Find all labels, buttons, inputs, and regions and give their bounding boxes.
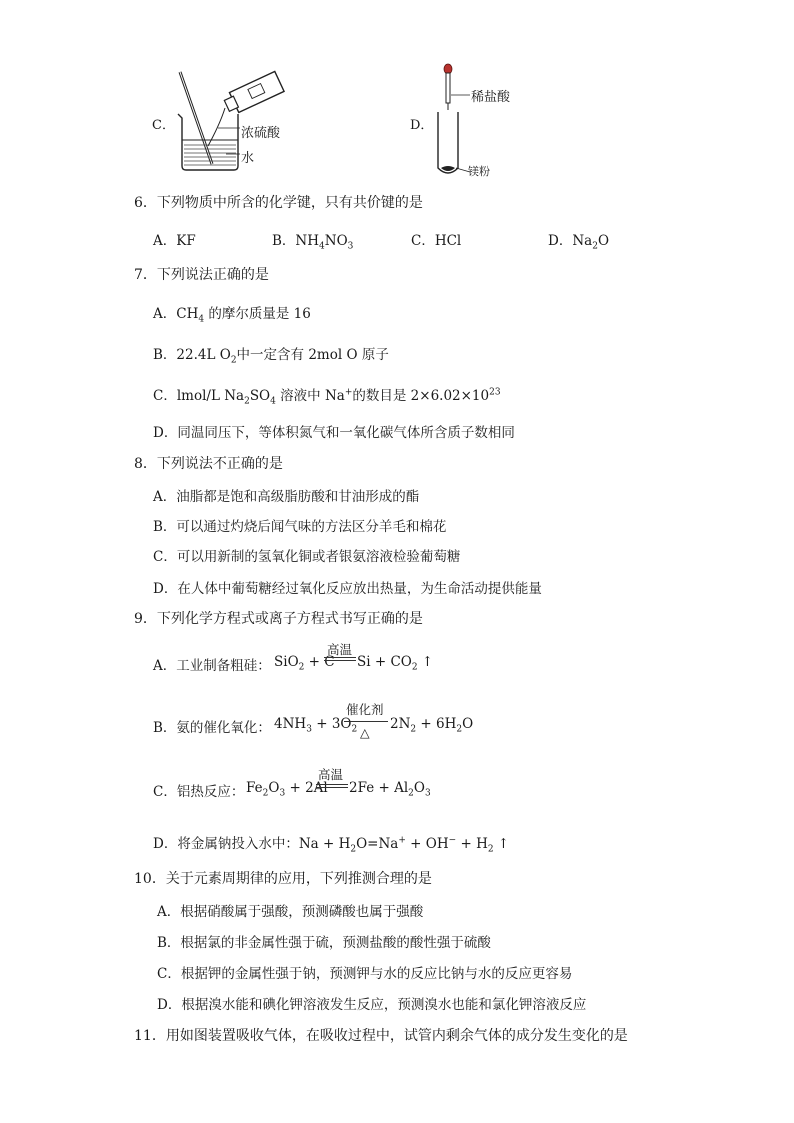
label-magnesium-powder: 镁粉 [468, 165, 490, 178]
question-9-stem: 9．下列化学方程式或离子方程式书写正确的是 [134, 611, 423, 627]
q10-option-a: A．根据硝酸属于强酸，预测磷酸也属于强酸 [157, 904, 424, 920]
q6-option-b: B．$NH_4NO_3$ [272, 233, 354, 252]
q6-option-d: D．$Na_2O$ [548, 233, 610, 252]
question-10-stem: 10．关于元素周期律的应用，下列推测合理的是 [134, 871, 432, 887]
question-7-stem: 7．下列说法正确的是 [134, 267, 269, 283]
test-tube-dropper-illustration [430, 60, 480, 180]
label-dilute-hydrochloric-acid: 稀盐酸 [471, 90, 511, 105]
q7-option-c: C．lmol/L $Na_2SO_4$ 溶液中 Na+的数目是 $2\times 6.02\times 10^{23}$ [153, 387, 501, 407]
q9-b-reaction-line [344, 721, 388, 722]
q8-option-a: A．油脂都是饱和高级脂肪酸和甘油形成的酯 [153, 489, 420, 505]
q8-option-b: B．可以通过灼烧后闻气味的方法区分羊毛和棉花 [153, 519, 447, 535]
q10-option-d: D．根据溴水能和碘化钾溶液发生反应，预测溴水也能和氯化钾溶液反应 [157, 997, 587, 1013]
q7-option-d: D．同温同压下，等体积氮气和一氧化碳气体所含质子数相同 [153, 425, 515, 441]
q7-option-a: A．$CH_4$ 的摩尔质量是 16 [153, 306, 311, 325]
option-c-letter: C． [152, 118, 175, 133]
question-6-stem: 6．下列物质中所含的化学键，只有共价键的是 [134, 195, 423, 211]
q7-option-b: B．22.4L $O_2$中一定含有 2mol O 原子 [153, 347, 389, 366]
q9-c-equals-sign [316, 784, 348, 788]
q8-option-c: C．可以用新制的氢氧化铜或者银氨溶液检验葡萄糖 [153, 549, 461, 565]
q6-option-a: A．KF [153, 233, 196, 249]
q9-a-condition: 高温 [327, 642, 353, 657]
q9-b-condition-heat: △ [360, 725, 370, 740]
question-8-stem: 8．下列说法不正确的是 [134, 456, 283, 472]
q9-a-equals-sign [324, 657, 356, 661]
q10-option-b: B．根据氯的非金属性强于硫，预测盐酸的酸性强于硫酸 [157, 935, 491, 951]
q10-option-c: C．根据钾的金属性强于钠，预测钾与水的反应比钠与水的反应更容易 [157, 966, 573, 982]
q8-option-d: D．在人体中葡萄糖经过氧化反应放出热量，为生命活动提供能量 [153, 581, 542, 597]
q6-option-c: C．HCl [411, 233, 462, 249]
label-concentrated-sulfuric-acid: 浓硫酸 [241, 126, 281, 141]
q9-c-condition: 高温 [318, 767, 344, 782]
q9-option-d: D．将金属钠投入水中：$Na + H_2O=Na^+ + OH^- + H_2$ ↑ [153, 835, 510, 855]
beaker-dilution-illustration [170, 64, 290, 176]
option-d-letter: D． [410, 118, 434, 133]
label-water: 水 [241, 151, 255, 166]
question-11-stem: 11．用如图装置吸收气体，在吸收过程中，试管内剩余气体的成分发生变化的是 [134, 1028, 628, 1044]
q9-b-condition-catalyst: 催化剂 [346, 702, 384, 717]
